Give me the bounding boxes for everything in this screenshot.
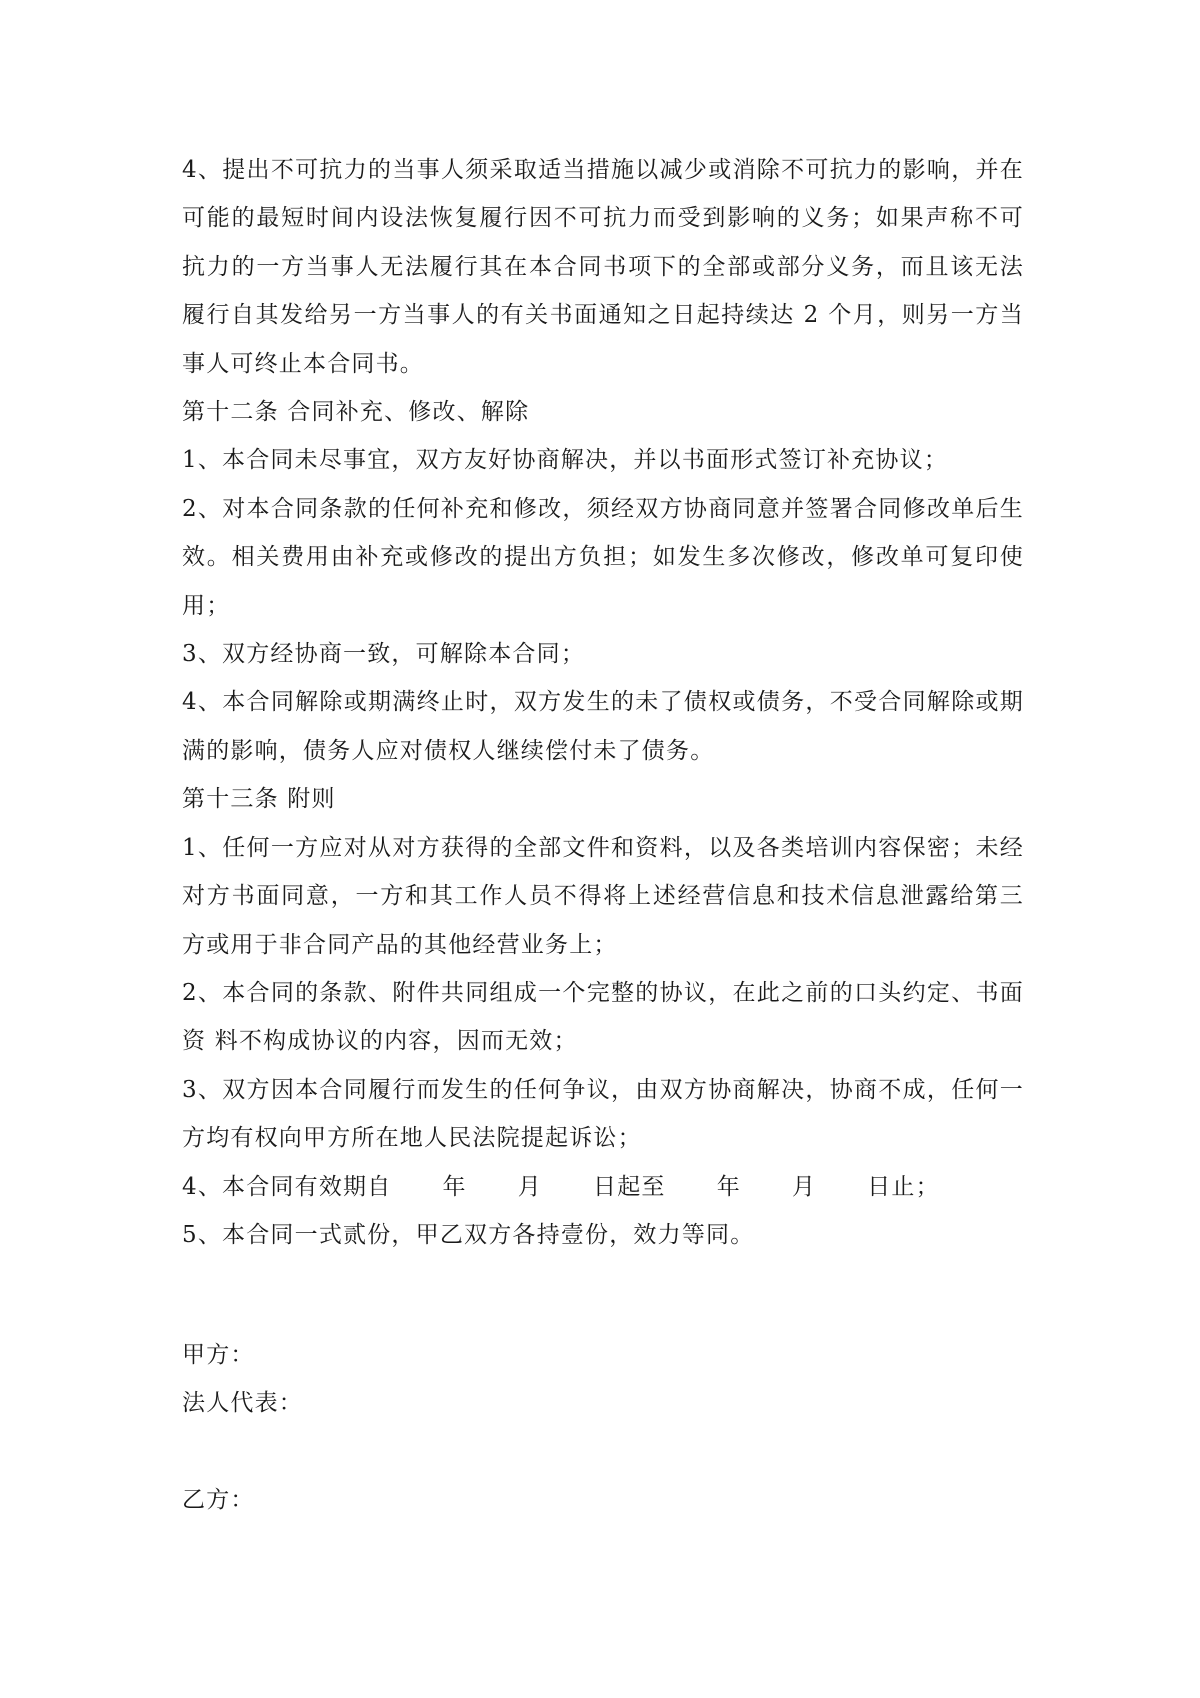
clause-12-4: 4、本合同解除或期满终止时，双方发生的未了债权或债务，不受合同解除或期满的影响，债务人应对债权人继续偿付未了债务。 (182, 689, 1024, 764)
contract-body (182, 146, 1024, 1259)
clause-force-majeure-4: 4、提出不可抗力的当事人须采取适当措施以减少或消除不可抗力的影响，并在可能的最短时间内设法恢复履行因不可抗力而受到影响的义务；如果声称不可抗力的一方当事人无法履行其在本合同书项下的全部或部分义务，而且该无法履行自其发给另一方当事人的有关书面通知之日起持续达 2 个月，则另一方当事人可终止本合同书。 (182, 157, 1024, 377)
party-a-label: 甲方： (182, 1342, 255, 1368)
article-12-heading: 第十二条 合同补充、修改、解除 (182, 399, 530, 426)
article-13-heading: 第十三条 附则 (182, 786, 336, 813)
clause-12-1: 1、本合同未尽事宜，双方友好协商解决，并以书面形式签订补充协议； (182, 447, 949, 474)
clause-13-5: 5、本合同一式贰份，甲乙双方各持壹份，效力等同。 (182, 1221, 755, 1248)
clause-13-4: 4、本合同有效期自 年 月 日起至 年 月 日止； (182, 1173, 940, 1200)
clause-12-3: 3、双方经协商一致，可解除本合同； (182, 641, 586, 668)
party-b-signature-block (182, 1476, 1024, 1524)
clause-13-3: 3、双方因本合同履行而发生的任何争议，由双方协商解决，协商不成，任何一方均有权向甲方所在地人民法院提起诉讼； (182, 1076, 1024, 1152)
party-a-signature-block (182, 1331, 1024, 1428)
clause-12-2: 2、对本合同条款的任何补充和修改，须经双方协商同意并签署合同修改单后生效。相关费用由补充或修改的提出方负担；如发生多次修改，修改单可复印使用； (182, 495, 1024, 619)
clause-13-2: 2、本合同的条款、附件共同组成一个完整的协议，在此之前的口头约定、书面资 料不构成协议的内容，因而无效； (182, 979, 1024, 1055)
party-b-label: 乙方： (182, 1487, 255, 1513)
clause-13-1: 1、任何一方应对从对方获得的全部文件和资料，以及各类培训内容保密；未经对方书面同意，一方和其工作人员不得将上述经营信息和技术信息泄露给第三方或用于非合同产品的其他经营业务上； (182, 834, 1024, 958)
legal-rep-label: 法人代表： (182, 1390, 303, 1417)
